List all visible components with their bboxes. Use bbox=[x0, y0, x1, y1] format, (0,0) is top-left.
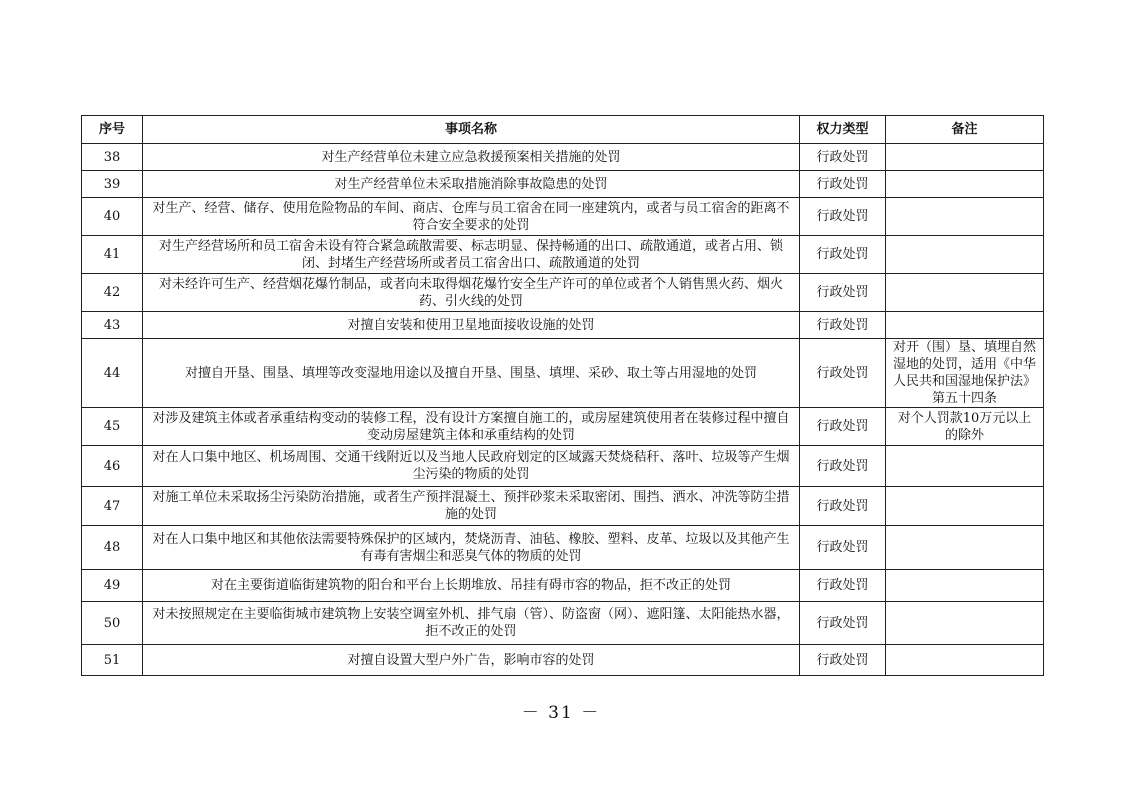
row-remarks bbox=[886, 236, 1044, 274]
row-item-name: 对未按照规定在主要临街城市建筑物上安装空调室外机、排气扇（管）、防盗窗（网）、遮阳篷、太阳能热水器，拒不改正的处罚 bbox=[143, 602, 800, 645]
row-item-name: 对擅自开垦、围垦、填埋等改变湿地用途以及擅自开垦、围垦、填埋、采砂、取土等占用湿地的处罚 bbox=[143, 339, 800, 408]
row-item-name: 对涉及建筑主体或者承重结构变动的装修工程，没有设计方案擅自施工的，或房屋建筑使用者在装修过程中擅自变动房屋建筑主体和承重结构的处罚 bbox=[143, 408, 800, 446]
row-power-type: 行政处罚 bbox=[800, 171, 886, 198]
row-item-name: 对擅自设置大型户外广告，影响市容的处罚 bbox=[143, 645, 800, 676]
row-item-name: 对生产经营单位未采取措施消除事故隐患的处罚 bbox=[143, 171, 800, 198]
row-power-type: 行政处罚 bbox=[800, 339, 886, 408]
row-serial-number: 46 bbox=[82, 446, 143, 487]
table-row bbox=[82, 312, 1044, 339]
table-row bbox=[82, 645, 1044, 676]
row-remarks bbox=[886, 312, 1044, 339]
table-row bbox=[82, 570, 1044, 602]
table-row bbox=[82, 171, 1044, 198]
table-row bbox=[82, 602, 1044, 645]
row-serial-number: 38 bbox=[82, 144, 143, 171]
row-serial-number: 40 bbox=[82, 198, 143, 236]
table-header-row bbox=[82, 116, 1044, 144]
row-power-type: 行政处罚 bbox=[800, 446, 886, 487]
header-remarks: 备注 bbox=[886, 116, 1044, 144]
table-row bbox=[82, 487, 1044, 526]
row-remarks bbox=[886, 526, 1044, 570]
row-remarks: 对个人罚款10万元以上的除外 bbox=[886, 408, 1044, 446]
row-power-type: 行政处罚 bbox=[800, 144, 886, 171]
row-item-name: 对生产经营单位未建立应急救援预案相关措施的处罚 bbox=[143, 144, 800, 171]
row-serial-number: 45 bbox=[82, 408, 143, 446]
row-item-name: 对生产、经营、储存、使用危险物品的车间、商店、仓库与员工宿舍在同一座建筑内，或者与员工宿舍的距离不符合安全要求的处罚 bbox=[143, 198, 800, 236]
row-remarks bbox=[886, 144, 1044, 171]
row-remarks: 对开（围）垦、填埋自然湿地的处罚，适用《中华人民共和国湿地保护法》第五十四条 bbox=[886, 339, 1044, 408]
row-power-type: 行政处罚 bbox=[800, 236, 886, 274]
row-serial-number: 42 bbox=[82, 274, 143, 312]
row-power-type: 行政处罚 bbox=[800, 602, 886, 645]
row-power-type: 行政处罚 bbox=[800, 570, 886, 602]
row-power-type: 行政处罚 bbox=[800, 312, 886, 339]
row-serial-number: 50 bbox=[82, 602, 143, 645]
row-remarks bbox=[886, 602, 1044, 645]
row-item-name: 对在主要街道临街建筑物的阳台和平台上长期堆放、吊挂有碍市容的物品，拒不改正的处罚 bbox=[143, 570, 800, 602]
row-item-name: 对生产经营场所和员工宿舍未设有符合紧急疏散需要、标志明显、保持畅通的出口、疏散通道，或者占用、锁闭、封堵生产经营场所或者员工宿舍出口、疏散通道的处罚 bbox=[143, 236, 800, 274]
table-row bbox=[82, 236, 1044, 274]
row-serial-number: 41 bbox=[82, 236, 143, 274]
table-row bbox=[82, 274, 1044, 312]
table-row bbox=[82, 339, 1044, 408]
table-row bbox=[82, 526, 1044, 570]
row-serial-number: 44 bbox=[82, 339, 143, 408]
header-power-type: 权力类型 bbox=[800, 116, 886, 144]
row-remarks bbox=[886, 274, 1044, 312]
row-power-type: 行政处罚 bbox=[800, 645, 886, 676]
row-power-type: 行政处罚 bbox=[800, 408, 886, 446]
table-row bbox=[82, 198, 1044, 236]
row-serial-number: 51 bbox=[82, 645, 143, 676]
row-remarks bbox=[886, 198, 1044, 236]
table-row bbox=[82, 144, 1044, 171]
row-serial-number: 48 bbox=[82, 526, 143, 570]
row-serial-number: 47 bbox=[82, 487, 143, 526]
table-row bbox=[82, 408, 1044, 446]
row-remarks bbox=[886, 570, 1044, 602]
row-remarks bbox=[886, 487, 1044, 526]
page-number: － 31 － bbox=[521, 703, 601, 723]
row-power-type: 行政处罚 bbox=[800, 198, 886, 236]
permission-list-table bbox=[81, 115, 1044, 676]
header-serial-number: 序号 bbox=[82, 116, 143, 144]
row-power-type: 行政处罚 bbox=[800, 274, 886, 312]
row-item-name: 对施工单位未采取扬尘污染防治措施，或者生产预拌混凝土、预拌砂浆未采取密闭、围挡、洒水、冲洗等防尘措施的处罚 bbox=[143, 487, 800, 526]
row-item-name: 对在人口集中地区、机场周围、交通干线附近以及当地人民政府划定的区域露天焚烧秸秆、落叶、垃圾等产生烟尘污染的物质的处罚 bbox=[143, 446, 800, 487]
row-remarks bbox=[886, 171, 1044, 198]
row-remarks bbox=[886, 645, 1044, 676]
row-power-type: 行政处罚 bbox=[800, 526, 886, 570]
row-power-type: 行政处罚 bbox=[800, 487, 886, 526]
row-item-name: 对在人口集中地区和其他依法需要特殊保护的区域内，焚烧沥青、油毡、橡胶、塑料、皮革、垃圾以及其他产生有毒有害烟尘和恶臭气体的物质的处罚 bbox=[143, 526, 800, 570]
row-serial-number: 43 bbox=[82, 312, 143, 339]
row-remarks bbox=[886, 446, 1044, 487]
table-row bbox=[82, 446, 1044, 487]
table-body bbox=[82, 144, 1044, 676]
row-serial-number: 39 bbox=[82, 171, 143, 198]
row-item-name: 对擅自安装和使用卫星地面接收设施的处罚 bbox=[143, 312, 800, 339]
row-serial-number: 49 bbox=[82, 570, 143, 602]
header-item-name: 事项名称 bbox=[143, 116, 800, 144]
row-item-name: 对未经许可生产、经营烟花爆竹制品，或者向未取得烟花爆竹安全生产许可的单位或者个人销售黑火药、烟火药、引火线的处罚 bbox=[143, 274, 800, 312]
